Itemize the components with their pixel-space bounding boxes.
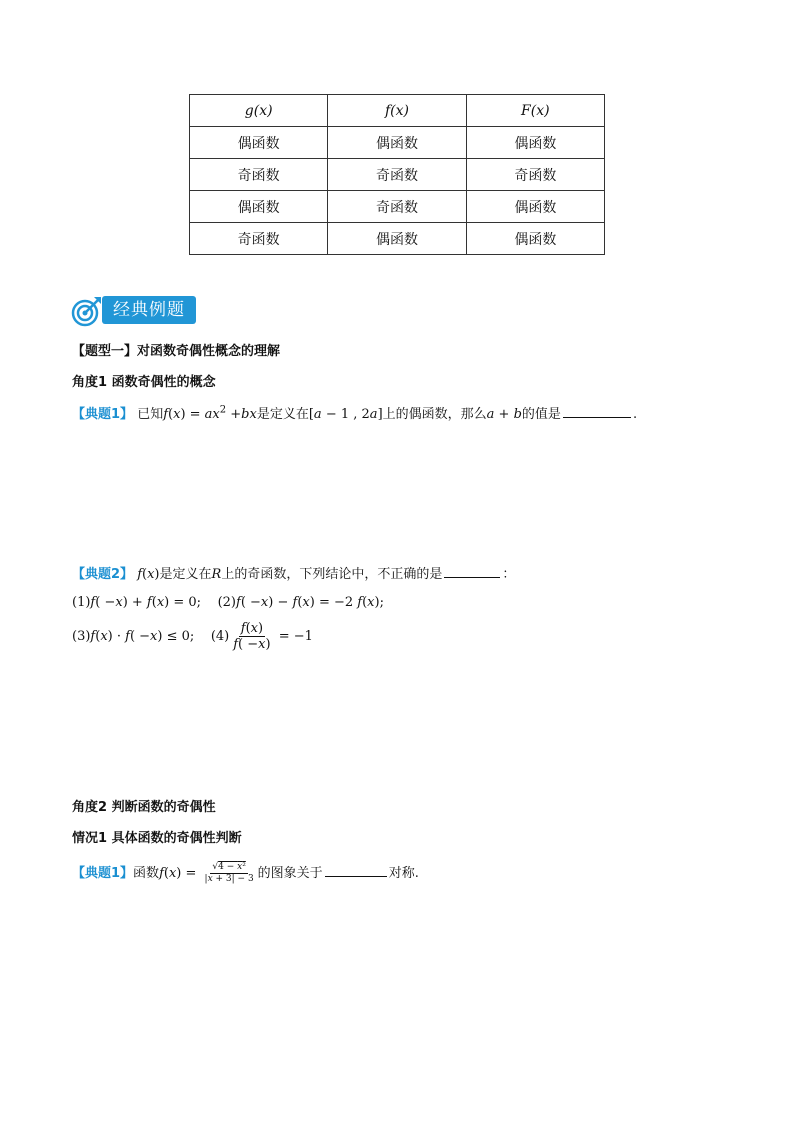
table-cell: 偶函数 xyxy=(190,191,328,223)
table-row xyxy=(190,127,605,159)
header-cell: g(x) xyxy=(190,95,328,127)
table-row xyxy=(190,223,605,255)
example-tag: 【典题1】 xyxy=(72,866,134,881)
example-tag: 【典题2】 xyxy=(72,567,134,582)
case-heading: 情况1 具体函数的奇偶性判断 xyxy=(72,831,242,846)
example-tag: 【典题1】 xyxy=(72,407,134,422)
example-3: 【典题1】函数f(x) = $\frac{\text{√4 − x²}}{|x + 3| - 3}$ 的图象关于 对称. xyxy=(72,862,419,884)
angle-heading: 角度1 函数奇偶性的概念 xyxy=(72,375,216,390)
table-cell: 偶函数 xyxy=(466,127,604,159)
table-cell: 奇函数 xyxy=(190,223,328,255)
text: 已知 xyxy=(137,407,164,422)
answer-blank xyxy=(563,416,631,418)
text: 是定义在 xyxy=(256,407,309,422)
table-cell: 偶函数 xyxy=(190,127,328,159)
table-cell: 偶函数 xyxy=(328,223,466,255)
table-cell: 偶函数 xyxy=(466,223,604,255)
header-cell: f(x) xyxy=(328,95,466,127)
fraction: $\frac{\text{√4 − x²}}{|x + 3| - 3}$ xyxy=(204,862,254,884)
answer-blank xyxy=(325,875,387,877)
question-type-heading: 【题型一】对函数奇偶性概念的理解 xyxy=(72,344,281,359)
fraction: $\frac{f(x)}{f( -x)}$ xyxy=(233,621,271,652)
table-cell: 奇函数 xyxy=(466,159,604,191)
example-2: 【典题2】 f(x)是定义在R上的奇函数，下列结论中，不正确的是 ： xyxy=(72,567,516,582)
answer-blank xyxy=(444,576,500,578)
example-1: 【典题1】 已知$f(x) = ax^2 +bx$是定义在[a − 1 , 2a]上的偶函数，那么a + b的值是 . xyxy=(72,404,638,422)
table-cell: 偶函数 xyxy=(466,191,604,223)
example-2-choices-a: (1)f( −x) + f(x) = 0; (2)f( −x) − f(x) = −2 f(x); xyxy=(72,595,384,610)
table-header-row xyxy=(190,95,605,127)
table-cell: 奇函数 xyxy=(328,159,466,191)
example-2-choices-b: (3)f(x) · f( −x) ≤ 0; (4) $\frac{f(x)}{f( -x)}$ = −1 xyxy=(72,621,313,652)
table-cell: 奇函数 xyxy=(190,159,328,191)
section-banner: 经典例题 xyxy=(102,296,196,324)
table-cell: 偶函数 xyxy=(328,127,466,159)
parity-table xyxy=(189,94,605,255)
table-row xyxy=(190,159,605,191)
formula: f xyxy=(163,407,169,422)
text: 上的偶函数，那么 xyxy=(382,407,487,422)
angle-heading: 角度2 判断函数的奇偶性 xyxy=(72,800,216,815)
table-cell: 奇函数 xyxy=(328,191,466,223)
text: 的值是 xyxy=(521,407,561,422)
header-cell: F(x) xyxy=(466,95,604,127)
target-icon xyxy=(70,294,104,328)
table-row xyxy=(190,191,605,223)
